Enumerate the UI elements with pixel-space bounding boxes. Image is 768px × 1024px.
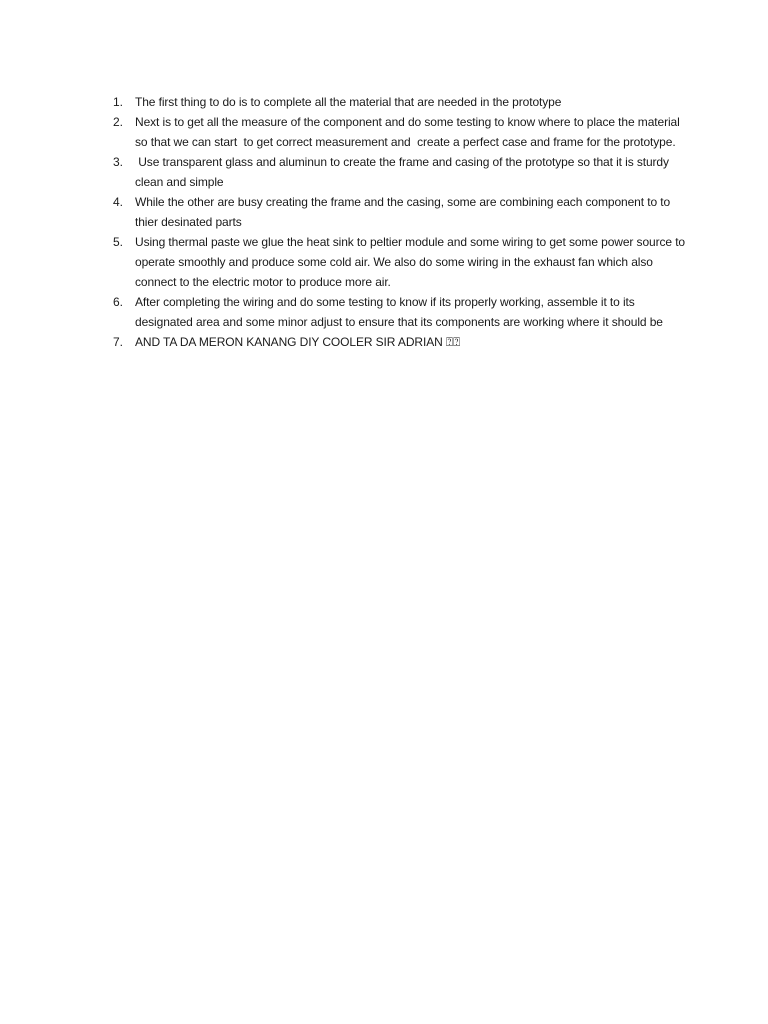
list-item (100, 292, 690, 332)
step-number: 5. (113, 235, 123, 249)
step-number: 4. (113, 195, 123, 209)
step-text: After completing the wiring and do some testing to know if its properly working, assemble it to its designated area and some minor adjust to ensure that its components are working where it should be (135, 295, 663, 329)
steps-list (100, 92, 690, 352)
step-text: Next is to get all the measure of the component and do some testing to know where to place the material so that we can start to get correct measurement and create a perfect case and frame for the prototype. (135, 115, 683, 149)
step-text: The first thing to do is to complete all the material that are needed in the prototype (135, 95, 562, 109)
step-text: AND TA DA MERON KANANG DIY COOLER SIR ADRIAN ⍰⍰ (135, 335, 461, 349)
list-item (100, 152, 690, 192)
step-number: 6. (113, 295, 123, 309)
step-number: 1. (113, 95, 123, 109)
step-text: While the other are busy creating the frame and the casing, some are combining each component to to thier desinated parts (135, 195, 674, 229)
step-text: Use transparent glass and aluminun to create the frame and casing of the prototype so that it is sturdy clean and simple (135, 155, 673, 189)
step-number: 7. (113, 335, 123, 349)
list-item (100, 112, 690, 152)
list-item (100, 332, 690, 352)
step-number: 3. (113, 155, 123, 169)
list-item (100, 92, 690, 112)
step-text: Using thermal paste we glue the heat sink to peltier module and some wiring to get some power source to operate smoothly and produce some cold air. We also do some wiring in the exhaust fan which also connect to the electric motor to produce more air. (135, 235, 689, 289)
list-item (100, 232, 690, 292)
step-number: 2. (113, 115, 123, 129)
list-item (100, 192, 690, 232)
